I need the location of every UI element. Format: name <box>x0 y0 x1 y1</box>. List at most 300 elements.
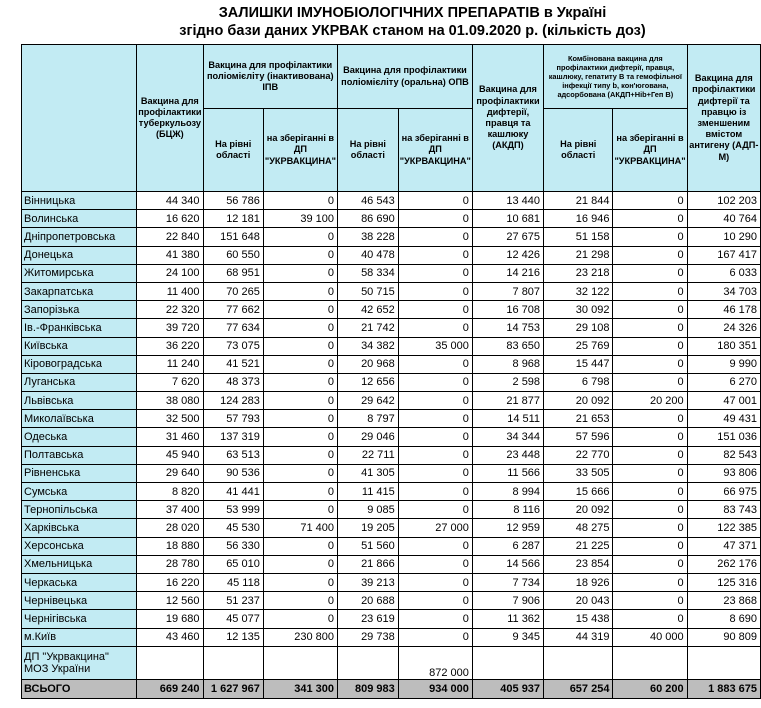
akdp-cell: 8 116 <box>472 501 543 519</box>
ipv-s-cell: 0 <box>263 573 337 591</box>
combo-r-cell: 20 092 <box>544 501 613 519</box>
combo-r-cell: 44 319 <box>544 628 613 646</box>
combo-r-cell: 16 946 <box>544 210 613 228</box>
adpm-cell: 102 203 <box>687 192 760 210</box>
combo-r-cell: 22 770 <box>544 446 613 464</box>
opv-r-cell <box>338 646 399 679</box>
ipv-r-cell: 12 135 <box>203 628 263 646</box>
ipv-r-cell: 77 662 <box>203 301 263 319</box>
akdp-cell <box>472 646 543 679</box>
bcg-cell: 11 400 <box>137 282 203 300</box>
ipv-r-cell: 65 010 <box>203 555 263 573</box>
ipv-regional-header: На рівні області <box>203 109 263 192</box>
ipv-s-cell: 0 <box>263 446 337 464</box>
ipv-r-cell: 63 513 <box>203 446 263 464</box>
combo-r-cell: 657 254 <box>544 679 613 698</box>
combo-r-cell: 18 926 <box>544 573 613 591</box>
bcg-cell: 18 880 <box>137 537 203 555</box>
combo-s-cell: 0 <box>613 537 687 555</box>
ipv-s-cell: 0 <box>263 537 337 555</box>
adpm-cell: 180 351 <box>687 337 760 355</box>
akdp-cell: 12 959 <box>472 519 543 537</box>
ipv-r-cell: 53 999 <box>203 501 263 519</box>
ipv-storage-header: на зберіганні в ДП "УКРВАКЦИНА" <box>263 109 337 192</box>
opv-r-cell: 51 560 <box>338 537 399 555</box>
opv-r-cell: 21 866 <box>338 555 399 573</box>
ipv-s-cell: 0 <box>263 228 337 246</box>
opv-s-cell: 0 <box>398 264 472 282</box>
adpm-cell: 46 178 <box>687 301 760 319</box>
bcg-cell: 31 460 <box>137 428 203 446</box>
akdp-cell: 13 440 <box>472 192 543 210</box>
opv-r-cell: 9 085 <box>338 501 399 519</box>
adpm-cell: 82 543 <box>687 446 760 464</box>
bcg-cell: 16 620 <box>137 210 203 228</box>
total-row <box>22 679 761 698</box>
akdp-cell: 7 807 <box>472 282 543 300</box>
opv-r-cell: 23 619 <box>338 610 399 628</box>
ipv-s-cell: 0 <box>263 592 337 610</box>
bcg-cell: 22 840 <box>137 228 203 246</box>
bcg-cell: 32 500 <box>137 410 203 428</box>
adpm-cell: 90 809 <box>687 628 760 646</box>
ipv-r-cell: 41 521 <box>203 355 263 373</box>
region-cell: ДП "Укрвакцина" МОЗ України <box>22 646 137 679</box>
combo-s-cell: 0 <box>613 428 687 446</box>
adpm-header: Вакцина для профілактики дифтерії та правцю із зменшеним вмістом антигену (АДП-М) <box>687 45 760 192</box>
akdp-cell: 7 906 <box>472 592 543 610</box>
bcg-cell: 28 020 <box>137 519 203 537</box>
opv-r-cell: 39 213 <box>338 573 399 591</box>
akdp-cell: 14 216 <box>472 264 543 282</box>
combo-r-cell: 29 108 <box>544 319 613 337</box>
opv-r-cell: 809 983 <box>338 679 399 698</box>
bcg-cell: 7 620 <box>137 373 203 391</box>
combo-header: Комбінована вакцина для профілактики дифтерії, правця, кашлюку, гепатиту В та гемофільної інфекції типу b, кон'югована, адсорбована (АКДП+Hib+Геп В) <box>544 45 688 109</box>
opv-s-cell: 0 <box>398 610 472 628</box>
opv-s-cell: 0 <box>398 210 472 228</box>
ipv-s-cell: 0 <box>263 301 337 319</box>
ipv-header: Вакцина для профілактики поліомієліту (інактивована) ІПВ <box>203 45 338 109</box>
combo-s-cell: 0 <box>613 519 687 537</box>
document-title <box>0 4 761 40</box>
combo-r-cell: 15 666 <box>544 483 613 501</box>
combo-r-cell: 23 218 <box>544 264 613 282</box>
akdp-cell: 9 345 <box>472 628 543 646</box>
combo-r-cell: 15 438 <box>544 610 613 628</box>
adpm-cell: 125 316 <box>687 573 760 591</box>
ipv-r-cell: 51 237 <box>203 592 263 610</box>
ipv-s-cell: 0 <box>263 610 337 628</box>
opv-s-cell: 0 <box>398 501 472 519</box>
akdp-cell: 27 675 <box>472 228 543 246</box>
akdp-cell: 34 344 <box>472 428 543 446</box>
combo-r-cell: 15 447 <box>544 355 613 373</box>
opv-r-cell: 21 742 <box>338 319 399 337</box>
opv-r-cell: 22 711 <box>338 446 399 464</box>
table-row <box>22 519 761 537</box>
table-row <box>22 610 761 628</box>
table-row <box>22 373 761 391</box>
region-cell: Житомирська <box>22 264 137 282</box>
combo-r-cell: 25 769 <box>544 337 613 355</box>
adpm-cell: 6 270 <box>687 373 760 391</box>
table-row <box>22 337 761 355</box>
combo-s-cell: 0 <box>613 592 687 610</box>
adpm-cell: 151 036 <box>687 428 760 446</box>
opv-storage-header: на зберіганні в ДП "УКРВАКЦИНА" <box>398 109 472 192</box>
opv-r-cell: 34 382 <box>338 337 399 355</box>
adpm-cell: 49 431 <box>687 410 760 428</box>
opv-s-cell: 872 000 <box>398 646 472 679</box>
ipv-s-cell: 0 <box>263 555 337 573</box>
region-cell: Кіровоградська <box>22 355 137 373</box>
bcg-cell: 12 560 <box>137 592 203 610</box>
opv-s-cell: 0 <box>398 483 472 501</box>
ipv-s-cell: 0 <box>263 428 337 446</box>
opv-s-cell: 0 <box>398 592 472 610</box>
adpm-cell: 66 975 <box>687 483 760 501</box>
opv-s-cell: 0 <box>398 355 472 373</box>
opv-s-cell: 0 <box>398 573 472 591</box>
region-cell: Тернопільська <box>22 501 137 519</box>
ipv-r-cell: 124 283 <box>203 392 263 410</box>
region-cell: Черкаська <box>22 573 137 591</box>
opv-s-cell: 27 000 <box>398 519 472 537</box>
bcg-cell: 11 240 <box>137 355 203 373</box>
combo-r-cell: 6 798 <box>544 373 613 391</box>
title-line-1: ЗАЛИШКИ ІМУНОБІОЛОГІЧНИХ ПРЕПАРАТІВ в Україні <box>218 5 607 21</box>
opv-s-cell: 934 000 <box>398 679 472 698</box>
region-cell: Чернівецька <box>22 592 137 610</box>
combo-s-cell: 20 200 <box>613 392 687 410</box>
combo-r-cell: 57 596 <box>544 428 613 446</box>
adpm-cell: 122 385 <box>687 519 760 537</box>
opv-r-cell: 42 652 <box>338 301 399 319</box>
bcg-cell: 669 240 <box>137 679 203 698</box>
region-cell: Херсонська <box>22 537 137 555</box>
ipv-s-cell: 341 300 <box>263 679 337 698</box>
table-row <box>22 483 761 501</box>
region-cell: Харківська <box>22 519 137 537</box>
akdp-cell: 21 877 <box>472 392 543 410</box>
bcg-cell: 45 940 <box>137 446 203 464</box>
adpm-cell: 93 806 <box>687 464 760 482</box>
ipv-s-cell: 0 <box>263 501 337 519</box>
ipv-s-cell: 0 <box>263 264 337 282</box>
combo-s-cell: 0 <box>613 373 687 391</box>
bcg-cell: 39 720 <box>137 319 203 337</box>
combo-s-cell: 0 <box>613 483 687 501</box>
region-cell: Вінницька <box>22 192 137 210</box>
bcg-cell: 28 780 <box>137 555 203 573</box>
table-row <box>22 228 761 246</box>
opv-s-cell: 0 <box>398 464 472 482</box>
opv-r-cell: 11 415 <box>338 483 399 501</box>
combo-r-cell <box>544 646 613 679</box>
ipv-r-cell: 90 536 <box>203 464 263 482</box>
akdp-cell: 14 566 <box>472 555 543 573</box>
region-cell: Дніпропетровська <box>22 228 137 246</box>
combo-s-cell: 0 <box>613 192 687 210</box>
combo-r-cell: 21 298 <box>544 246 613 264</box>
combo-s-cell: 0 <box>613 246 687 264</box>
region-cell: Чернігівська <box>22 610 137 628</box>
opv-s-cell: 0 <box>398 246 472 264</box>
akdp-cell: 14 511 <box>472 410 543 428</box>
adpm-cell: 47 371 <box>687 537 760 555</box>
ipv-s-cell: 0 <box>263 355 337 373</box>
opv-r-cell: 20 968 <box>338 355 399 373</box>
combo-regional-header: На рівні області <box>544 109 613 192</box>
combo-r-cell: 21 844 <box>544 192 613 210</box>
combo-s-cell <box>613 646 687 679</box>
opv-s-cell: 0 <box>398 410 472 428</box>
combo-r-cell: 20 043 <box>544 592 613 610</box>
bcg-cell: 37 400 <box>137 501 203 519</box>
combo-s-cell: 0 <box>613 355 687 373</box>
region-cell: Донецька <box>22 246 137 264</box>
ipv-r-cell: 45 530 <box>203 519 263 537</box>
opv-r-cell: 29 738 <box>338 628 399 646</box>
ipv-s-cell: 39 100 <box>263 210 337 228</box>
opv-s-cell: 0 <box>398 373 472 391</box>
combo-s-cell: 0 <box>613 228 687 246</box>
combo-s-cell: 0 <box>613 282 687 300</box>
ipv-r-cell: 45 118 <box>203 573 263 591</box>
region-cell: Запорізька <box>22 301 137 319</box>
opv-r-cell: 58 334 <box>338 264 399 282</box>
adpm-cell: 83 743 <box>687 501 760 519</box>
ipv-s-cell: 0 <box>263 319 337 337</box>
bcg-cell: 44 340 <box>137 192 203 210</box>
table-row <box>22 446 761 464</box>
akdp-cell: 14 753 <box>472 319 543 337</box>
region-cell: Закарпатська <box>22 282 137 300</box>
combo-r-cell: 21 225 <box>544 537 613 555</box>
ipv-r-cell: 45 077 <box>203 610 263 628</box>
combo-s-cell: 0 <box>613 319 687 337</box>
adpm-cell: 262 176 <box>687 555 760 573</box>
ipv-s-cell: 0 <box>263 483 337 501</box>
adpm-cell: 40 764 <box>687 210 760 228</box>
ipv-r-cell: 56 330 <box>203 537 263 555</box>
opv-r-cell: 46 543 <box>338 192 399 210</box>
opv-s-cell: 0 <box>398 319 472 337</box>
table-row <box>22 246 761 264</box>
combo-s-cell: 0 <box>613 501 687 519</box>
adpm-cell: 167 417 <box>687 246 760 264</box>
combo-s-cell: 0 <box>613 337 687 355</box>
ipv-r-cell: 12 181 <box>203 210 263 228</box>
ipv-s-cell <box>263 646 337 679</box>
table-row <box>22 410 761 428</box>
region-cell: Миколаївська <box>22 410 137 428</box>
adpm-cell: 8 690 <box>687 610 760 628</box>
table-row <box>22 537 761 555</box>
region-cell: Волинська <box>22 210 137 228</box>
opv-s-cell: 0 <box>398 192 472 210</box>
opv-s-cell: 0 <box>398 555 472 573</box>
opv-r-cell: 8 797 <box>338 410 399 428</box>
ipv-r-cell: 137 319 <box>203 428 263 446</box>
bcg-cell: 8 820 <box>137 483 203 501</box>
akdp-cell: 8 968 <box>472 355 543 373</box>
akdp-cell: 6 287 <box>472 537 543 555</box>
combo-s-cell: 0 <box>613 446 687 464</box>
bcg-cell: 38 080 <box>137 392 203 410</box>
vaccine-stock-table <box>21 44 761 699</box>
ipv-r-cell: 77 634 <box>203 319 263 337</box>
combo-r-cell: 30 092 <box>544 301 613 319</box>
bcg-cell: 29 640 <box>137 464 203 482</box>
combo-r-cell: 51 158 <box>544 228 613 246</box>
region-cell: Львівська <box>22 392 137 410</box>
ipv-r-cell: 68 951 <box>203 264 263 282</box>
ukrvakcyna-row <box>22 646 761 679</box>
bcg-cell: 19 680 <box>137 610 203 628</box>
combo-r-cell: 21 653 <box>544 410 613 428</box>
ipv-s-cell: 71 400 <box>263 519 337 537</box>
adpm-cell: 23 868 <box>687 592 760 610</box>
opv-s-cell: 35 000 <box>398 337 472 355</box>
opv-r-cell: 41 305 <box>338 464 399 482</box>
combo-r-cell: 32 122 <box>544 282 613 300</box>
opv-r-cell: 19 205 <box>338 519 399 537</box>
akdp-cell: 7 734 <box>472 573 543 591</box>
table-row <box>22 392 761 410</box>
bcg-cell: 16 220 <box>137 573 203 591</box>
ipv-r-cell: 151 648 <box>203 228 263 246</box>
akdp-cell: 23 448 <box>472 446 543 464</box>
opv-r-cell: 50 715 <box>338 282 399 300</box>
combo-s-cell: 0 <box>613 210 687 228</box>
opv-s-cell: 0 <box>398 282 472 300</box>
region-cell: ВСЬОГО <box>22 679 137 698</box>
table-row <box>22 428 761 446</box>
ipv-s-cell: 0 <box>263 373 337 391</box>
region-cell: Полтавська <box>22 446 137 464</box>
table-row <box>22 573 761 591</box>
opv-r-cell: 29 046 <box>338 428 399 446</box>
opv-r-cell: 29 642 <box>338 392 399 410</box>
region-header <box>22 45 137 192</box>
opv-s-cell: 0 <box>398 446 472 464</box>
ipv-s-cell: 0 <box>263 192 337 210</box>
opv-regional-header: На рівні області <box>338 109 399 192</box>
opv-r-cell: 40 478 <box>338 246 399 264</box>
combo-s-cell: 0 <box>613 610 687 628</box>
ipv-s-cell: 0 <box>263 392 337 410</box>
opv-r-cell: 86 690 <box>338 210 399 228</box>
bcg-cell: 22 320 <box>137 301 203 319</box>
ipv-s-cell: 230 800 <box>263 628 337 646</box>
combo-r-cell: 48 275 <box>544 519 613 537</box>
adpm-cell: 47 001 <box>687 392 760 410</box>
table-row <box>22 628 761 646</box>
bcg-header: Вакцина для профілактики туберкульозу (БЦЖ) <box>137 45 203 192</box>
combo-s-cell: 60 200 <box>613 679 687 698</box>
akdp-cell: 12 426 <box>472 246 543 264</box>
table-row <box>22 210 761 228</box>
opv-s-cell: 0 <box>398 301 472 319</box>
akdp-cell: 16 708 <box>472 301 543 319</box>
akdp-cell: 405 937 <box>472 679 543 698</box>
bcg-cell: 41 380 <box>137 246 203 264</box>
bcg-cell: 43 460 <box>137 628 203 646</box>
table-row <box>22 319 761 337</box>
combo-r-cell: 33 505 <box>544 464 613 482</box>
table-row <box>22 301 761 319</box>
akdp-cell: 11 362 <box>472 610 543 628</box>
table-row <box>22 282 761 300</box>
ipv-r-cell: 70 265 <box>203 282 263 300</box>
opv-s-cell: 0 <box>398 628 472 646</box>
ipv-s-cell: 0 <box>263 337 337 355</box>
table-row <box>22 501 761 519</box>
opv-r-cell: 20 688 <box>338 592 399 610</box>
akdp-cell: 10 681 <box>472 210 543 228</box>
ipv-r-cell: 41 441 <box>203 483 263 501</box>
ipv-r-cell: 56 786 <box>203 192 263 210</box>
combo-s-cell: 0 <box>613 410 687 428</box>
akdp-cell: 11 566 <box>472 464 543 482</box>
opv-s-cell: 0 <box>398 537 472 555</box>
table-row <box>22 555 761 573</box>
ipv-r-cell: 60 550 <box>203 246 263 264</box>
combo-s-cell: 0 <box>613 264 687 282</box>
ipv-r-cell: 57 793 <box>203 410 263 428</box>
akdp-cell: 2 598 <box>472 373 543 391</box>
adpm-cell: 9 990 <box>687 355 760 373</box>
ipv-s-cell: 0 <box>263 282 337 300</box>
region-cell: Луганська <box>22 373 137 391</box>
adpm-cell: 10 290 <box>687 228 760 246</box>
akdp-header: Вакцина для профілактики дифтерії, правця та кашлюку (АКДП) <box>472 45 543 192</box>
bcg-cell: 36 220 <box>137 337 203 355</box>
combo-s-cell: 0 <box>613 555 687 573</box>
opv-r-cell: 38 228 <box>338 228 399 246</box>
combo-s-cell: 40 000 <box>613 628 687 646</box>
ipv-r-cell: 48 373 <box>203 373 263 391</box>
table-row <box>22 192 761 210</box>
title-line-2: згідно бази даних УКРВАК станом на 01.09.2020 р. (кількість доз) <box>179 23 646 39</box>
table-body <box>22 192 761 699</box>
region-cell: м.Київ <box>22 628 137 646</box>
table-row <box>22 464 761 482</box>
region-cell: Ів.-Франківська <box>22 319 137 337</box>
adpm-cell: 6 033 <box>687 264 760 282</box>
opv-s-cell: 0 <box>398 428 472 446</box>
ipv-r-cell <box>203 646 263 679</box>
opv-header: Вакцина для профілактики поліомієліту (оральна) ОПВ <box>338 45 473 109</box>
table-row <box>22 355 761 373</box>
region-cell: Київська <box>22 337 137 355</box>
ipv-r-cell: 73 075 <box>203 337 263 355</box>
bcg-cell: 24 100 <box>137 264 203 282</box>
ipv-s-cell: 0 <box>263 410 337 428</box>
adpm-cell <box>687 646 760 679</box>
combo-storage-header: на зберіганні в ДП "УКРВАКЦИНА" <box>613 109 687 192</box>
ipv-r-cell: 1 627 967 <box>203 679 263 698</box>
adpm-cell: 34 703 <box>687 282 760 300</box>
combo-s-cell: 0 <box>613 573 687 591</box>
region-cell: Одеська <box>22 428 137 446</box>
table-row <box>22 592 761 610</box>
opv-r-cell: 12 656 <box>338 373 399 391</box>
akdp-cell: 83 650 <box>472 337 543 355</box>
opv-s-cell: 0 <box>398 228 472 246</box>
